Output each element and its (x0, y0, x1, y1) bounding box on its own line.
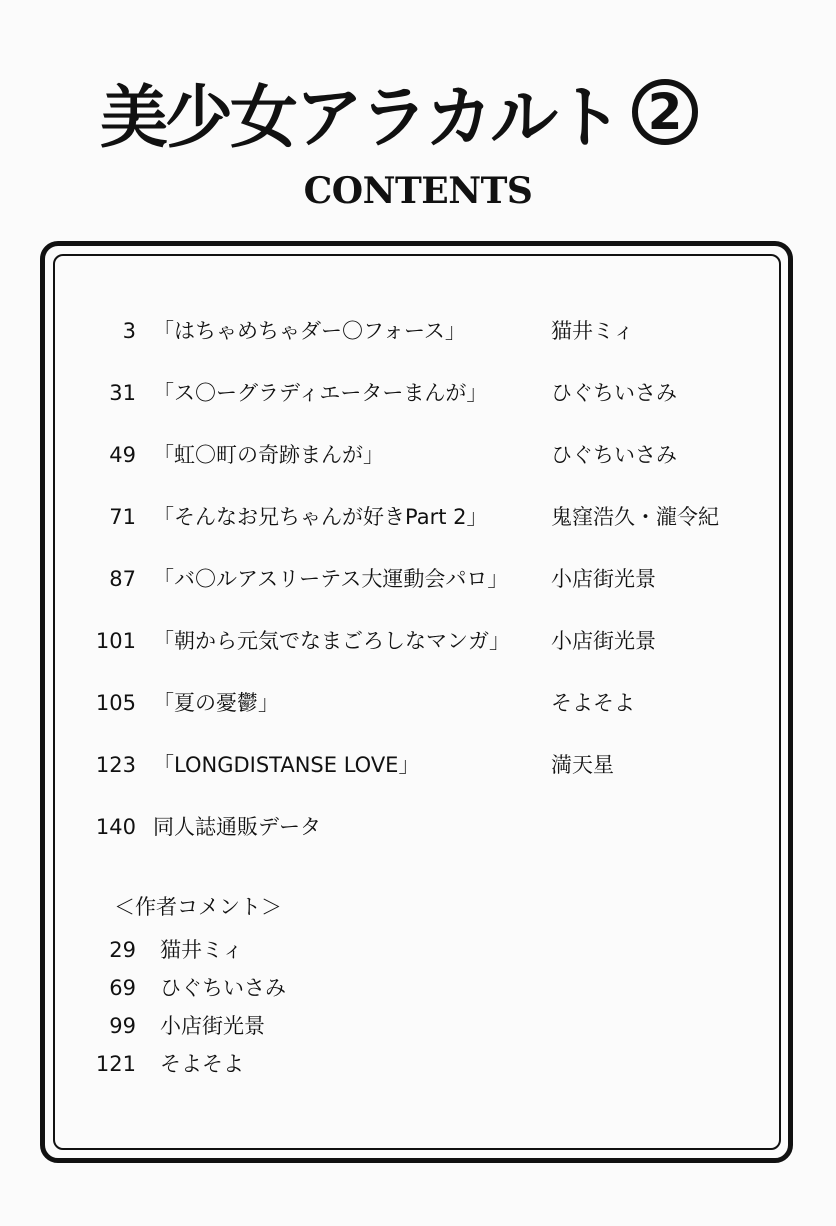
toc-entry (0, 438, 836, 472)
book-title-text: 美少女アラカルト (100, 78, 621, 158)
toc-entry (0, 376, 836, 410)
author-comment-entry (0, 1047, 836, 1081)
toc-page-number: 101 (95, 629, 136, 653)
comment-page-number: 121 (95, 1052, 136, 1076)
book-title (100, 70, 740, 158)
comment-page-number: 99 (109, 1014, 136, 1038)
toc-work-title: 「朝から元気でなまごろしなマンガ」 (153, 629, 510, 653)
toc-entry (0, 624, 836, 658)
toc-author: 猫井ミィ (551, 319, 635, 343)
toc-entry (0, 748, 836, 782)
toc-author: 小店街光景 (551, 629, 656, 653)
toc-work-title: 「はちゃめちゃダー〇フォース」 (153, 319, 466, 343)
toc-author: そよそよ (551, 691, 635, 715)
toc-page-number: 31 (109, 381, 136, 405)
toc-page-number: 3 (122, 319, 136, 343)
toc-work-title: 「ス〇ーグラディエーターまんが」 (153, 381, 488, 405)
toc-author: 小店街光景 (551, 567, 656, 591)
toc-work-title: 「バ〇ルアスリーテス大運動会パロ」 (153, 567, 509, 591)
author-comment-entry (0, 933, 836, 967)
toc-page-number: 71 (109, 505, 136, 529)
toc-author: ひぐちいさみ (551, 443, 677, 467)
toc-work-title: 「そんなお兄ちゃんが好きPart 2」 (153, 505, 488, 529)
toc-page-number: 87 (109, 567, 136, 591)
comment-author: 小店街光景 (160, 1014, 265, 1038)
toc-work-title: 「虹〇町の奇跡まんが」 (153, 443, 384, 467)
toc-page-number: 49 (109, 443, 136, 467)
comment-author: ひぐちいさみ (160, 976, 286, 1000)
volume-number-badge: 2 (632, 79, 698, 145)
toc-page-number: 140 (95, 815, 136, 839)
comment-author: そよそよ (160, 1052, 244, 1076)
toc-entry (0, 500, 836, 534)
comment-author: 猫井ミィ (160, 938, 244, 962)
toc-work-title: 同人誌通販データ (153, 815, 321, 839)
toc-entry (0, 314, 836, 348)
toc-author: 満天星 (551, 753, 614, 777)
toc-entry (0, 686, 836, 720)
author-comments-heading: ＜作者コメント＞ (114, 895, 282, 919)
comment-page-number: 69 (109, 976, 136, 1000)
author-comment-entry (0, 971, 836, 1005)
toc-work-title: 「LONGDISTANSE LOVE」 (153, 753, 420, 777)
toc-entry (0, 562, 836, 596)
comment-page-number: 29 (109, 938, 136, 962)
author-comment-entry (0, 1009, 836, 1043)
toc-entry (0, 810, 836, 844)
toc-work-title: 「夏の憂鬱」 (153, 691, 279, 715)
contents-heading: CONTENTS (303, 170, 533, 212)
toc-author: ひぐちいさみ (551, 381, 677, 405)
toc-page-number: 105 (95, 691, 136, 715)
toc-page-number: 123 (95, 753, 136, 777)
toc-author: 鬼窪浩久・瀧令紀 (551, 505, 719, 529)
